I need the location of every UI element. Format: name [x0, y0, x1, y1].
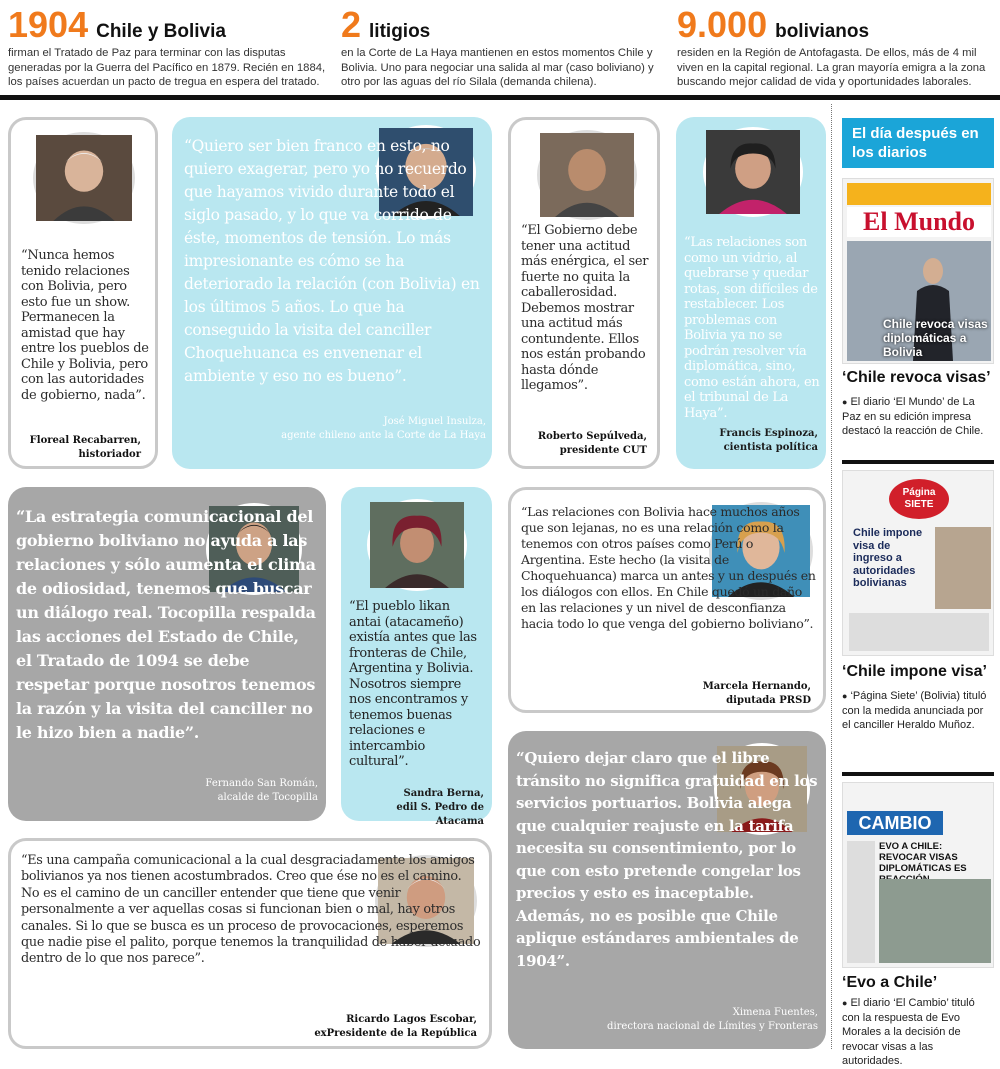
newspaper-cover-el-mundo [842, 178, 994, 364]
cover-photo [879, 879, 991, 963]
quote-card-lagos [8, 838, 492, 1049]
stat-label: bolivianos [775, 21, 870, 42]
stat-litigios [341, 6, 659, 90]
author-name: Ximena Fuentes, [732, 1007, 818, 1018]
cover-headline: EVO A CHILE: REVOCAR VISAS DIPLOMÁTICAS ES [879, 841, 967, 874]
paper-title: ‘Evo a Chile’ [842, 974, 938, 991]
cover-side-column [847, 841, 875, 963]
quote-text: “El Gobierno debe tener una actitud más enérgica, el ser fuerte no quita la caballerosidad. Debemos mostrar una actitud más contundente. Ellos nos están probando hasta dónde llegamos”. [521, 223, 649, 393]
quote-text: “Las relaciones son como un vidrio, al quebrarse y quedar rotas, son difíciles de restablecer. Los problemas con Bolivia ya no se podrán resolver vía diplomática, sino, como están ahora, en el tribunal de La Haya”. [684, 235, 820, 421]
cover-headline: Chile revoca visas diplomáticas a Bolivia [883, 317, 988, 359]
quote-text: “Quiero ser bien franco en esto, no quiero exagerar, pero yo no recuerdo que hayamos vivido durante todo el siglo pasado, y lo que va corrido de éste, momentos de tensión. Lo más impresionante es cómo se ha deteriorado la relación (con Bolivia) en los últimos 5 años. Lo que ha conseguido la visita del canciller Choquehuanca es envenenar el ambiente y eso no es bueno”. [184, 137, 480, 385]
portrait-photo [367, 499, 467, 591]
cover-masthead: El Mundo [847, 207, 991, 237]
cover-bottom-section [849, 613, 989, 651]
stat-label: Chile y Bolivia [96, 21, 226, 42]
paper-description-text: ‘Página Siete’ (Bolivia) tituló con la medida anunciada por el canciller Heraldo Muñoz. [842, 690, 987, 731]
bullet-icon: ● [842, 397, 848, 407]
author-role: edil S. Pedro de Atacama [396, 802, 484, 827]
cover-photo [935, 527, 991, 609]
cover-masthead: Página SIETE [889, 479, 949, 519]
paper-description [842, 996, 994, 1069]
quote-card-fuentes [508, 731, 826, 1049]
portrait-photo [537, 130, 637, 220]
quote-author [28, 777, 318, 805]
cover-masthead: CAMBIO [847, 811, 943, 835]
stat-number: 9.000 [677, 4, 768, 45]
author-name: Marcela Hernando, [702, 681, 811, 692]
stat-number: 1904 [8, 4, 89, 45]
author-role: exPresidente de la República [314, 1028, 477, 1039]
author-role: presidente CUT [559, 445, 647, 456]
quote-author [611, 680, 811, 708]
column-divider [831, 104, 832, 1049]
paper-title: ‘Chile revoca visas’ [842, 369, 991, 386]
quote-author [688, 427, 818, 455]
cover-headline: Chile impone visa de ingreso a autoridades bolivianas [853, 527, 923, 589]
stat-description: firman el Tratado de Paz para terminar con las disputas generadas por la Guerra del Pacífico en 1879. Recién en 1884, los países acuerdan un pacto de tregua en espera del tratado. [8, 47, 326, 88]
author-name: Francis Espinoza, [719, 428, 818, 439]
author-name: Ricardo Lagos Escobar, [346, 1014, 477, 1025]
sidebar-divider [842, 460, 994, 464]
quote-card-espinoza [676, 117, 826, 469]
cover-masthead-area [849, 477, 989, 521]
paper-description-text: El diario ‘El Cambio’ tituló con la respuesta de Evo Morales a la decisión de revocar visas a las autoridades. [842, 997, 975, 1067]
portrait-photo [703, 127, 803, 217]
bullet-icon: ● [842, 998, 848, 1008]
author-name: Fernando San Román, [205, 778, 318, 789]
quote-author [196, 415, 486, 443]
quote-card-recabarren [8, 117, 158, 469]
stat-description: en la Corte de La Haya mantienen en estos momentos Chile y Bolivia. Uno para negociar una salida al mar (caso boliviano) y otro por las aguas del río Silala (demanda chilena). [341, 47, 654, 88]
quote-text: “El pueblo likan antai (atacameño) existía antes que las fronteras de Chile, Argentina y Bolivia. Nosotros siempre nos encontramos y tenemos buenas relaciones e intercambio cultural”. [349, 599, 477, 769]
author-role: directora nacional de Límites y Fronteras [607, 1021, 818, 1032]
quote-author [217, 1013, 477, 1041]
author-role: cientista política [723, 442, 818, 453]
quote-card-san-roman [8, 487, 326, 821]
sidebar-divider [842, 772, 994, 776]
quote-card-sepulveda [508, 117, 660, 469]
cover-top-strip [847, 183, 991, 205]
portrait-photo [33, 132, 135, 224]
quote-text: “Nunca hemos tenido relaciones con Bolivia, pero esto fue un show. Permanecen la amistad que hay entre los pueblos de Chile y Bolivia, pero con las autoridades de gobierno, nada”. [21, 248, 149, 403]
quote-author [528, 1006, 818, 1034]
newspaper-cover-cambio [842, 782, 994, 968]
quote-author [13, 434, 141, 462]
author-name: Floreal Recabarren, [29, 435, 141, 446]
stat-label: litigios [369, 21, 431, 42]
stat-number: 2 [341, 4, 362, 45]
quote-author [517, 430, 647, 458]
author-role: agente chileno ante la Corte de La Haya [281, 430, 486, 441]
quote-card-insulza [172, 117, 492, 469]
author-name: Roberto Sepúlveda, [537, 431, 647, 442]
quote-text: “Es una campaña comunicacional a la cual desgraciadamente los amigos bolivianos ya nos tienen acostumbrados. Creo que ése no es el camino. No es el camino de un canciller entender que tiene que venir personalmente a ver aquellas cosas si funcionan bien o mal, hay otros canales. Si lo que se busca es un proceso de provocaciones, esperemos que nadie pise el palito, porque tenemos la tranquilidad de haber actuado dentro de lo que nos parece”. [21, 853, 481, 967]
author-name: José Miguel Insulza, [383, 416, 486, 427]
stat-1904 [8, 6, 326, 90]
quote-card-hernando [508, 487, 826, 713]
quote-card-berna [341, 487, 492, 827]
bullet-icon: ● [842, 691, 848, 701]
author-role: diputada PRSD [726, 695, 811, 706]
sidebar-heading: El día después en los diarios [842, 118, 994, 168]
author-role: alcalde de Tocopilla [217, 792, 318, 803]
quote-text: “Quiero dejar claro que el libre tránsito no significa gratuidad en los servicios portuarios. Bolivia alega que cualquier reajuste en la tarifa necesita su consentimiento, por lo que con esto pretende congelar los precios y esto es inaceptable. Además, no es posible que Chile aplique estándares ambientales de 1904”. [516, 749, 818, 970]
quote-author [348, 787, 484, 829]
header-divider [0, 95, 1000, 100]
newspaper-cover-pagina-siete [842, 470, 994, 656]
paper-description [842, 689, 994, 733]
stat-bolivianos [677, 6, 995, 90]
stat-description: residen en la Región de Antofagasta. De ellos, más de 4 mil viven en la capital regional. La gran mayoría emigra a la zona buscando mejor calidad de vida y oportunidades laborales. [677, 47, 986, 88]
author-role: historiador [78, 449, 141, 460]
author-name: Sandra Berna, [403, 788, 484, 799]
paper-title: ‘Chile impone visa’ [842, 663, 987, 680]
paper-description [842, 395, 994, 439]
quote-text: “Las relaciones con Bolivia hace muchos años que son lejanas, no es una relación como la tenemos con otros países como Perú o Argentina. Este hecho (la visita de Choquehuanca) marca un antes y un después en los diálogos con ellos. En Chile quedó un daño en las relaciones y un nivel de desconfianza hacia todo lo que venga del gobierno boliviano”. [521, 504, 816, 631]
quote-text: “La estrategia comunicacional del gobierno boliviano no ayuda a las relaciones y sólo aumenta el clima de odiosidad, tenemos que buscar un diálogo real. Tocopilla respalda las acciones del Estado de Chile, el Tratado de 1094 se debe respetar porque nosotros tenemos la razón y la visita del canciller no le hizo bien a nadie”. [16, 507, 316, 742]
paper-description-text: El diario ‘El Mundo’ de La Paz en su edición impresa destacó la reacción de Chile. [842, 396, 984, 437]
